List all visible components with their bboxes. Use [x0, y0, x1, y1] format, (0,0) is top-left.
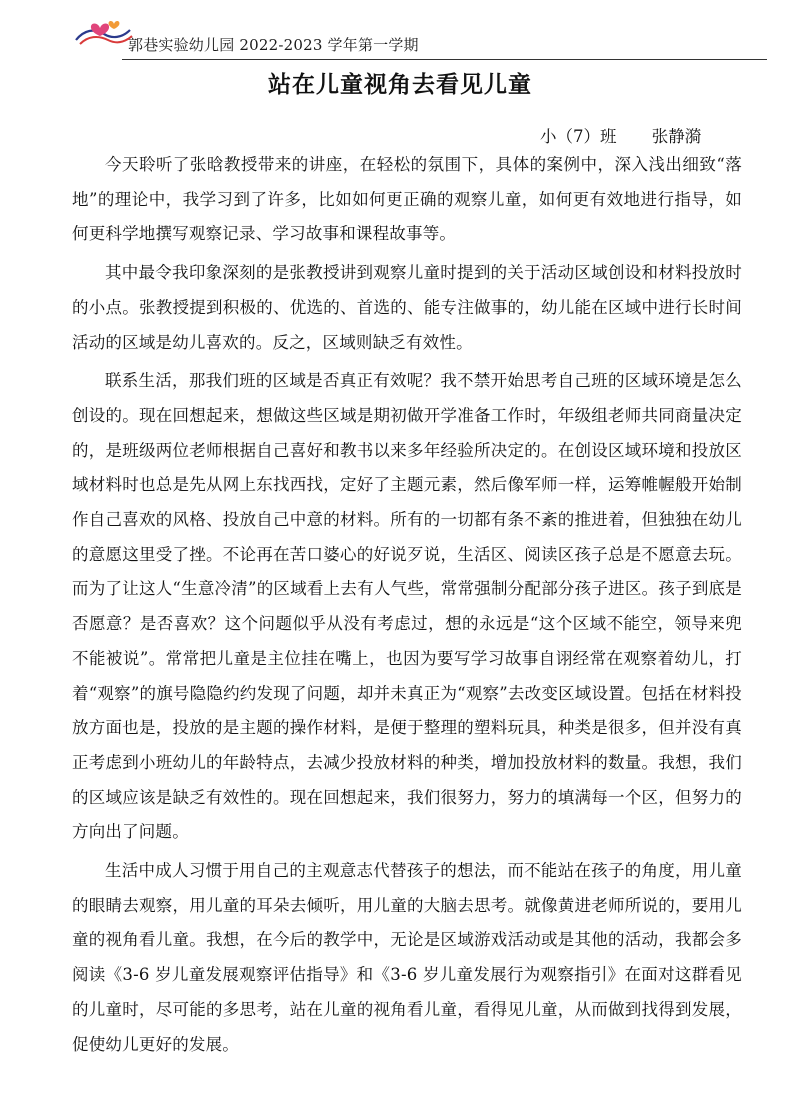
article-body	[72, 148, 742, 1066]
page-header	[70, 16, 770, 56]
paragraph: 今天聆听了张晗教授带来的讲座，在轻松的氛围下，具体的案例中，深入浅出细致“落地”的理论中，我学习到了许多，比如如何更正确的观察儿童，如何更有效地进行指导，如何更科学地撰写观察记录、学习故事和课程故事等。	[72, 155, 742, 244]
page-title: 站在儿童视角去看见儿童	[268, 72, 532, 98]
paragraph: 其中最令我印象深刻的是张教授讲到观察儿童时提到的关于活动区域创设和材料投放时的小点。张教授提到积极的、优选的、首选的、能专注做事的，幼儿能在区域中进行长时间活动的区域是幼儿喜欢的。反之，区域则缺乏有效性。	[72, 263, 742, 352]
header-divider	[122, 59, 767, 60]
byline	[540, 123, 701, 147]
class-name: 小（7）班	[540, 127, 617, 146]
paragraph: 生活中成人习惯于用自己的主观意志代替孩子的想法，而不能站在孩子的角度，用儿童的眼睛去观察，用儿童的耳朵去倾听，用儿童的大脑去思考。就像黄进老师所说的，要用儿童的视角看儿童。我想，在今后的教学中，无论是区域游戏活动或是其他的活动，我都会多阅读《3-6 岁儿童发展观察评估指导》和《3-6 岁儿童发展行为观察指引》在面对这群看见的儿童时，尽可能的多思考，站在儿童的视角看儿童，看得见儿童，从而做到找得到发展，促使幼儿更好的发展。	[72, 861, 742, 1054]
paragraph: 联系生活，那我们班的区域是否真正有效呢？我不禁开始思考自己班的区域环境是怎么创设的。现在回想起来，想做这些区域是期初做开学准备工作时，年级组老师共同商量决定的，是班级两位老师根据自己喜好和教书以来多年经验所决定的。在创设区域环境和投放区域材料时也总是先从网上东找西找，定好了主题元素，然后像军师一样，运筹帷幄般开始制作自己喜欢的风格、投放自己中意的材料。所有的一切都有条不紊的推进着，但独独在幼儿的意愿这里受了挫。不论再在苦口婆心的好说歹说，生活区、阅读区孩子总是不愿意去玩。而为了让这人“生意冷清”的区域看上去有人气些，常常强制分配部分孩子进区。孩子到底是否愿意？是否喜欢？这个问题似乎从没有考虑过，想的永远是“这个区域不能空，领导来兜不能被说”。常常把儿童是主位挂在嘴上，也因为要写学习故事自诩经常在观察着幼儿，打着“观察”的旗号隐隐约约发现了问题，却并未真正为“观察”去改变区域设置。包括在材料投放方面也是，投放的是主题的操作材料，是便于整理的塑料玩具，种类是很多，但并没有真正考虑到小班幼儿的年龄特点，去减少投放材料的种类，增加投放材料的数量。我想，我们的区域应该是缺乏有效性的。现在回想起来，我们很努力，努力的填满每一个区，但努力的方向出了问题。	[72, 371, 742, 842]
author-name: 张静漪	[651, 127, 702, 146]
header-text: 郭巷实验幼儿园 2022-2023 学年第一学期	[128, 36, 419, 54]
